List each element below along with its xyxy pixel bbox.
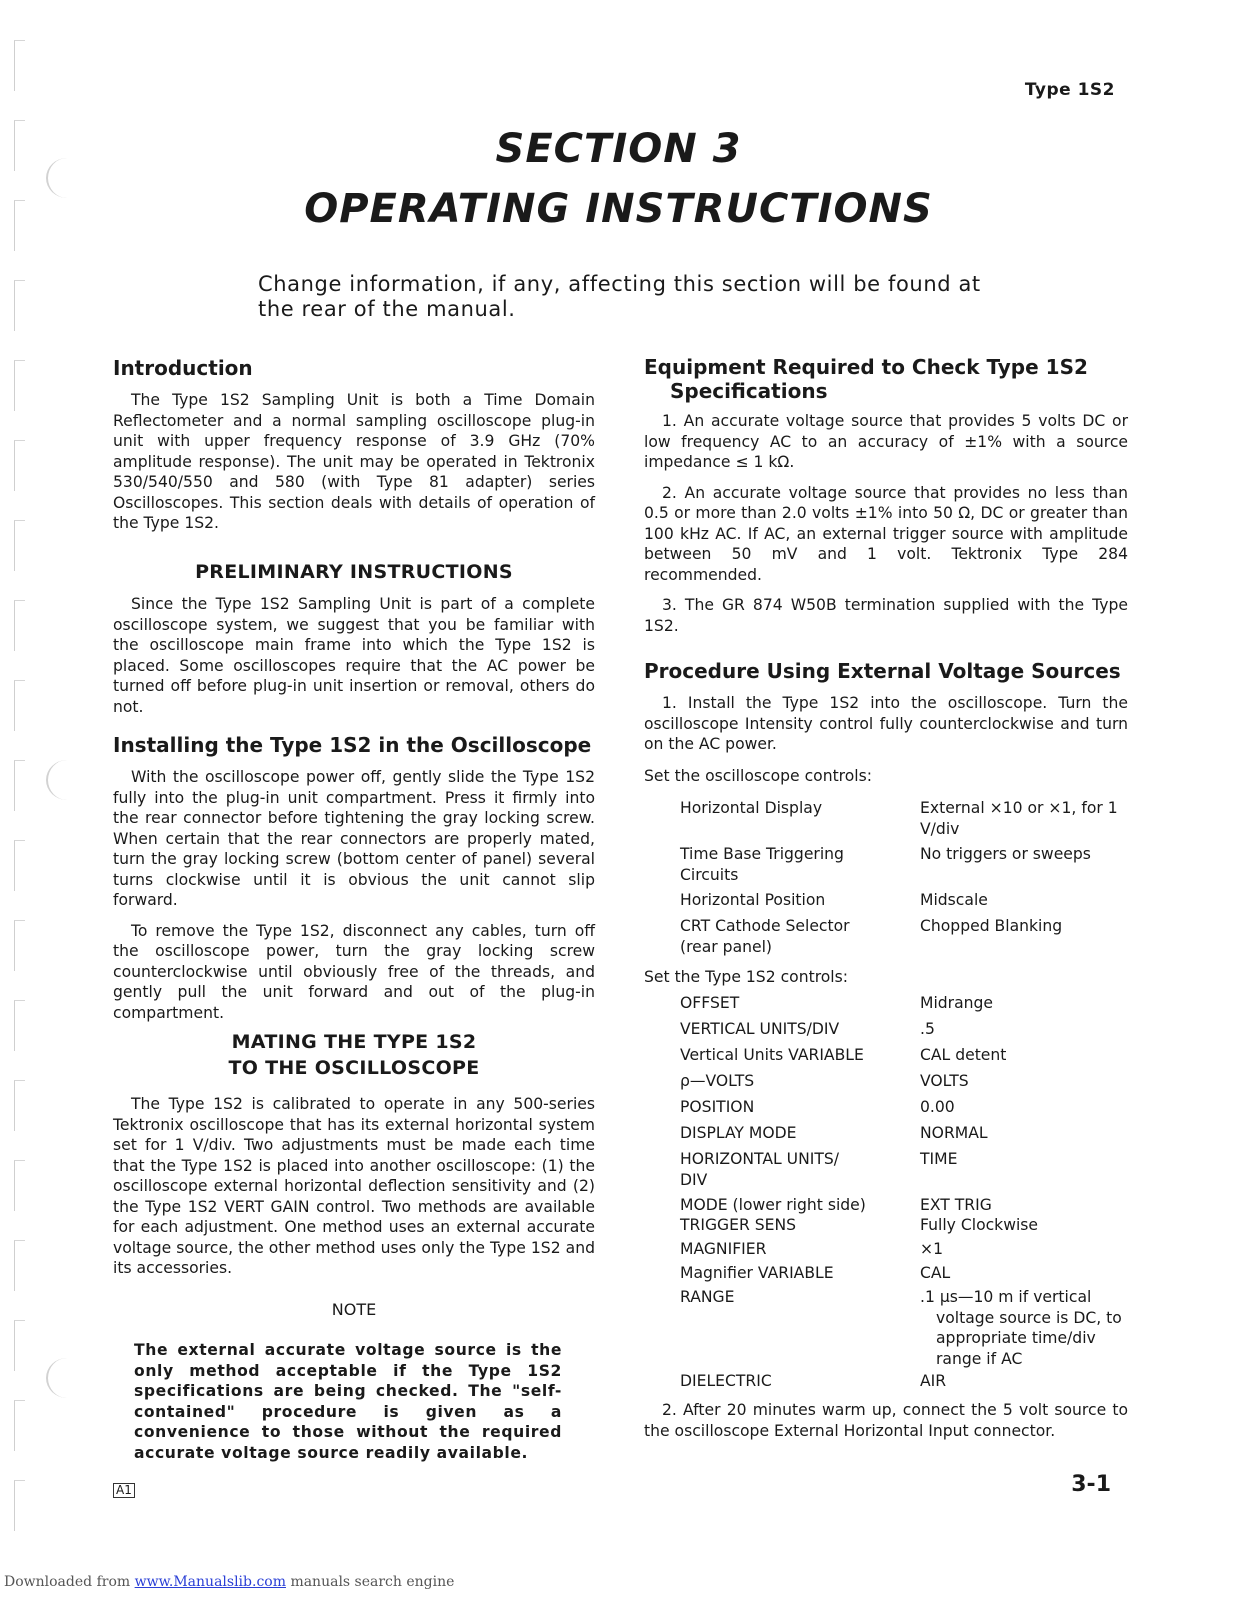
control-name: HORIZONTAL UNITS/ DIV <box>680 1150 840 1189</box>
control-value: VOLTS <box>920 1072 969 1090</box>
control-value: CAL detent <box>920 1046 1007 1064</box>
revision-mark: A1 <box>113 1483 135 1498</box>
scope-controls-intro: Set the oscilloscope controls: <box>644 767 873 785</box>
left-column <box>113 356 595 534</box>
change-info: Change information, if any, affecting this section will be found at the rear of the manual. <box>258 272 981 321</box>
control-name: Horizontal Position <box>680 891 826 909</box>
control-name: Vertical Units VARIABLE <box>680 1046 864 1064</box>
note-label: NOTE <box>331 1300 377 1319</box>
control-value: Fully Clockwise <box>920 1216 1039 1234</box>
control-value: Chopped Blanking <box>920 917 1063 935</box>
control-value: AIR <box>920 1372 947 1390</box>
equipment-item-1: 1. An accurate voltage source that provides 5 volts DC or low frequency AC to an accuracy of ±1% with a source impedance ≤ 1 kΩ. <box>644 412 1128 471</box>
install-paragraph-2: To remove the Type 1S2, disconnect any cables, turn off the oscilloscope power, turn the gray locking screw counterclockwise until obviously free of the threads, and gently pull the unit forward and out of the plug-in compartment. <box>113 921 595 1022</box>
equipment-item-2: 2. An accurate voltage source that provides no less than 0.5 or more than 2.0 volts ±1% into 50 Ω, DC or greater than 100 kHz AC. If AC, an external trigger source with amplitude between 50 mV and 1 volt. Tektronix Type 284 recommended. <box>644 483 1128 584</box>
download-suffix: manuals search engine <box>290 1574 455 1590</box>
download-footer <box>4 1574 454 1590</box>
control-value: Midrange <box>920 994 994 1012</box>
unit-controls-intro: Set the Type 1S2 controls: <box>644 968 849 986</box>
scope-controls-block <box>644 766 1128 787</box>
manualslib-link[interactable]: www.Manualslib.com <box>134 1574 286 1590</box>
control-name: CRT Cathode Selector (rear panel) <box>680 917 850 956</box>
install-paragraph-1: With the oscilloscope power off, gently slide the Type 1S2 fully into the plug-in unit compartment. Press it firmly into the rear connector before tightening the gray locking screw. When certain that the rear connectors are properly mated, turn the gray locking screw (bottom center of panel) several turns clockwise until it is obvious the unit cannot slip forward. <box>113 768 595 909</box>
right-column <box>644 355 1128 636</box>
intro-text: The Type 1S2 Sampling Unit is both a Time Domain Reflectometer and a normal sampling oscilloscope plug-in unit with upper frequency response of 3.9 GHz (70% amplitude response). The unit may be operated in Tektronix 530/540/550 and 580 (with Type 81 adapter) series Oscilloscopes. This section deals with details of operation of the Type 1S2. <box>113 391 595 532</box>
control-name: POSITION <box>680 1098 755 1116</box>
control-value: CAL <box>920 1264 951 1282</box>
control-name: Time Base Triggering Circuits <box>680 845 844 884</box>
control-value: 0.00 <box>920 1098 955 1116</box>
control-value: NORMAL <box>920 1124 988 1142</box>
control-value: .5 <box>920 1020 935 1038</box>
control-name: VERTICAL UNITS/DIV <box>680 1020 840 1038</box>
control-name: MODE (lower right side) <box>680 1196 866 1214</box>
equipment-heading: Equipment Required to Check Type 1S2 Specifications <box>644 355 1088 403</box>
control-value: .1 μs—10 m if vertical voltage source is DC, to appropriate time/div range if AC <box>920 1288 1122 1368</box>
control-name: ρ—VOLTS <box>680 1072 755 1090</box>
prelim-text: Since the Type 1S2 Sampling Unit is part of a complete oscilloscope system, we suggest that you be familiar with the oscilloscope main frame into which the Type 1S2 is placed. Some oscilloscopes require that the AC power be turned off before plug-in unit insertion or removal, others do not. <box>113 595 595 716</box>
control-value: Midscale <box>920 891 988 909</box>
control-name: DISPLAY MODE <box>680 1124 797 1142</box>
procedure-step-2: 2. After 20 minutes warm up, connect the 5 volt source to the oscilloscope External Horizontal Input connector. <box>644 1401 1128 1440</box>
control-name: Magnifier VARIABLE <box>680 1264 834 1282</box>
equipment-item-3: 3. The GR 874 W50B termination supplied with the Type 1S2. <box>644 596 1128 635</box>
section-title: SECTION 3 <box>495 126 742 172</box>
control-value: TIME <box>920 1150 958 1168</box>
mating-heading-line1: MATING THE TYPE 1S2 <box>231 1031 477 1053</box>
header-type-label: Type 1S2 <box>1024 80 1115 100</box>
control-name: Horizontal Display <box>680 799 823 817</box>
control-name: MAGNIFIER <box>680 1240 767 1258</box>
control-value: EXT TRIG <box>920 1196 992 1214</box>
section-subtitle: OPERATING INSTRUCTIONS <box>304 186 933 232</box>
download-prefix: Downloaded from <box>4 1574 131 1590</box>
control-name: OFFSET <box>680 994 740 1012</box>
procedure-step-1: 1. Install the Type 1S2 into the oscilloscope. Turn the oscilloscope Intensity control fully counterclockwise and turn on the AC power. <box>644 694 1128 753</box>
procedure-heading: Procedure Using External Voltage Sources <box>644 659 1121 683</box>
prelim-heading: PRELIMINARY INSTRUCTIONS <box>195 561 513 583</box>
scope-controls-table <box>644 798 1128 968</box>
control-value: No triggers or sweeps <box>920 845 1091 863</box>
install-heading: Installing the Type 1S2 in the Oscilloscope <box>113 733 592 757</box>
control-name: TRIGGER SENS <box>680 1216 797 1234</box>
control-value: External ×10 or ×1, for 1 V/div <box>920 799 1118 838</box>
control-name: DIELECTRIC <box>680 1372 772 1390</box>
control-value: ×1 <box>920 1240 943 1258</box>
mating-text: The Type 1S2 is calibrated to operate in any 500-series Tektronix oscilloscope that has its external horizontal system set for 1 V/div. Two adjustments must be made each time that the Type 1S2 is placed into another oscilloscope: (1) the oscilloscope external horizontal deflection sensitivity and (2) the Type 1S2 VERT GAIN control. Two methods are available for each adjustment. One method uses an external accurate voltage source, the other method uses only the Type 1S2 and its accessories. <box>113 1095 595 1277</box>
page-number: 3-1 <box>1071 1472 1111 1497</box>
control-name: RANGE <box>680 1288 735 1306</box>
mating-heading-line2: TO THE OSCILLOSCOPE <box>228 1057 480 1079</box>
intro-heading: Introduction <box>113 356 253 380</box>
unit-controls-table <box>644 993 1128 1403</box>
note-text: The external accurate voltage source is the only method acceptable if the Type 1S2 specifications are being checked. The "self-contained" procedure is given as a convenience to those without the required accurate voltage source readily available. <box>134 1341 562 1462</box>
